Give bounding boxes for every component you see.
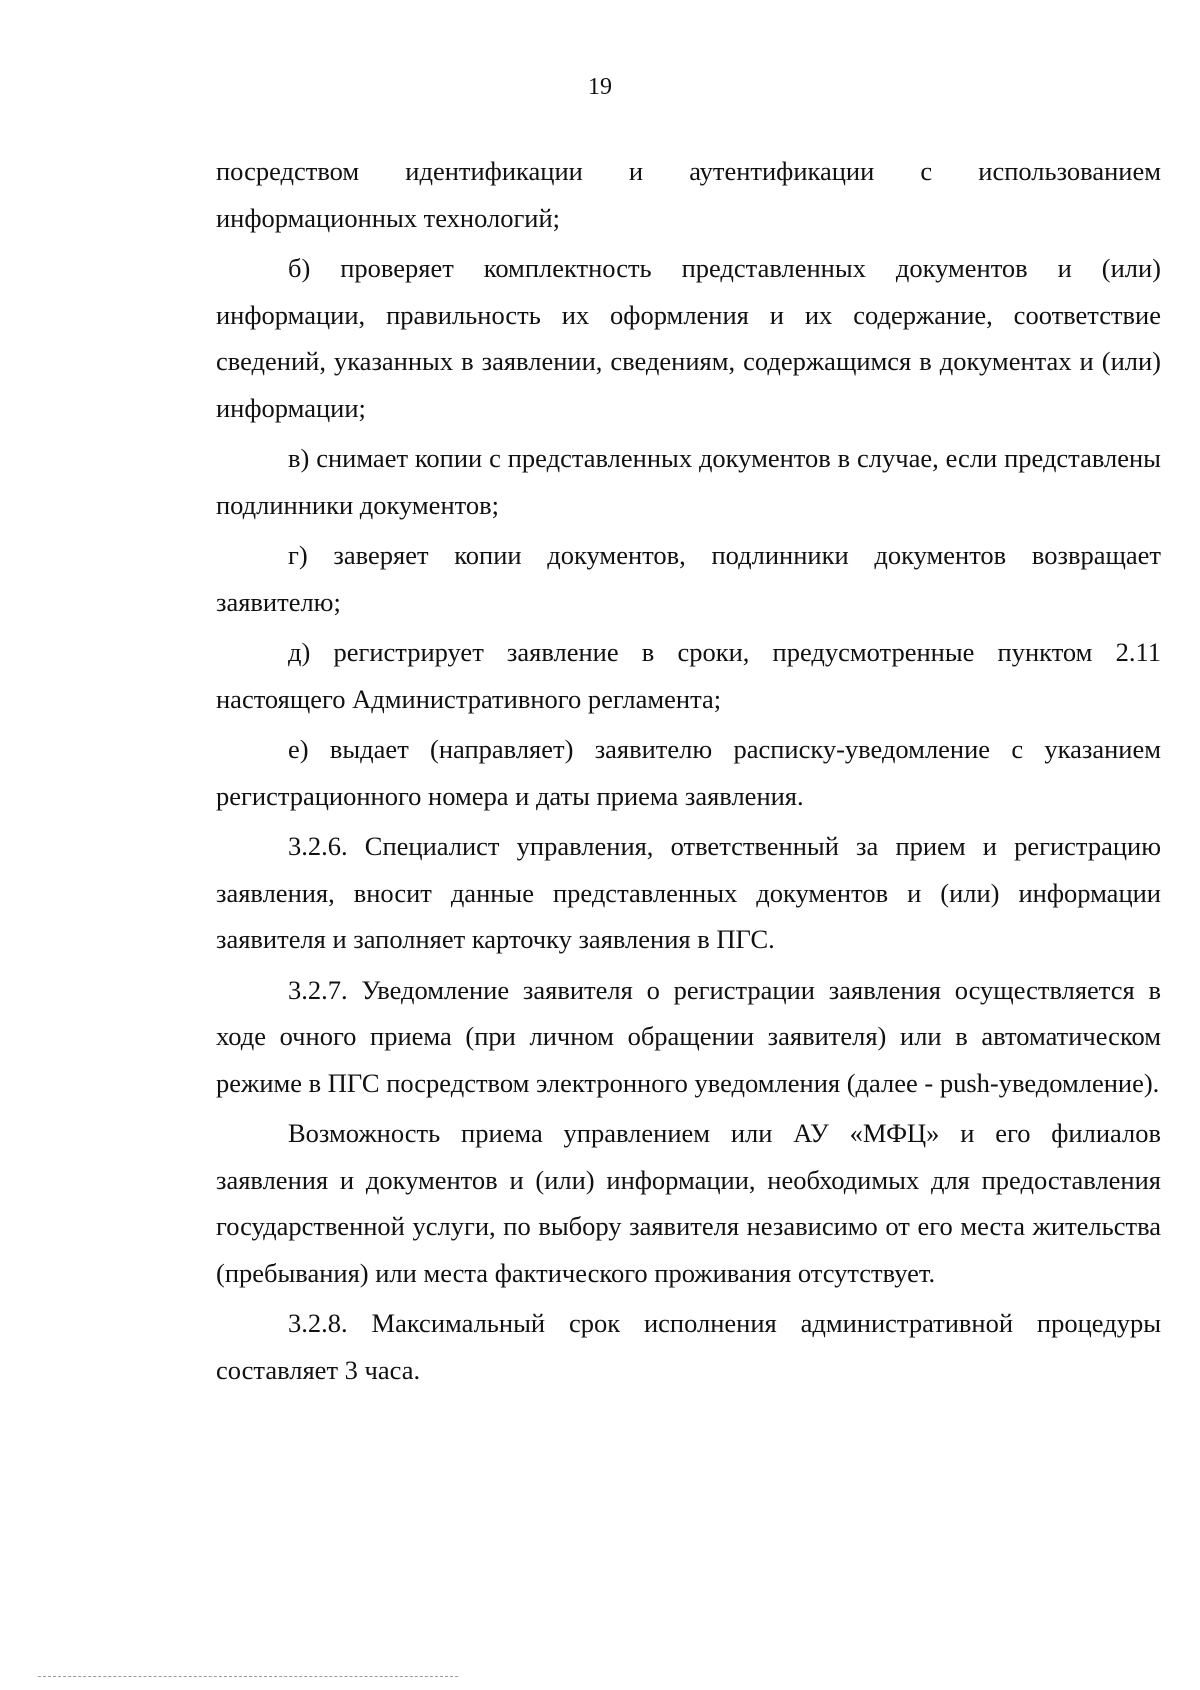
scan-edge-line [38, 1676, 458, 1677]
paragraph-item-d: д) регистрирует заявление в сроки, предусмотренные пунктом 2.11 настоящего Административного регламента; [216, 637, 1161, 714]
page-number: 19 [588, 74, 612, 100]
paragraph-possibility: Возможность приема управлением или АУ «МФЦ» и его филиалов заявления и документов и (или) информации, необходимых для предоставления государственной услуги, по выбору заявителя независимо от его места жительства (пребывания) или места фактического проживания отсутствует. [216, 1118, 1161, 1288]
document-body [216, 148, 1161, 1397]
paragraph-item-g: г) заверяет копии документов, подлинники документов возвращает заявителю; [216, 540, 1161, 617]
paragraph-3-2-7: 3.2.7. Уведомление заявителя о регистрации заявления осуществляется в ходе очного приема (при личном обращении заявителя) или в автоматическом режиме в ПГС посредством электронного уведомления (далее - push-уведомление). [216, 974, 1161, 1098]
paragraph-authentication: посредством идентификации и аутентификации с использованием информационных технологий; [216, 156, 1161, 233]
paragraph-3-2-8: 3.2.8. Максимальный срок исполнения административной процедуры составляет 3 часа. [216, 1308, 1161, 1385]
paragraph-item-e: е) выдает (направляет) заявителю расписку-уведомление с указанием регистрационного номера и даты приема заявления. [216, 734, 1161, 811]
paragraph-item-b: б) проверяет комплектность представленных документов и (или) информации, правильность их оформления и их содержание, соответствие сведений, указанных в заявлении, сведениям, содержащимся в документах и (или) информации; [216, 253, 1161, 423]
paragraph-3-2-6: 3.2.6. Специалист управления, ответственный за прием и регистрацию заявления, вносит данные представленных документов и (или) информации заявителя и заполняет карточку заявления в ПГС. [216, 831, 1161, 954]
paragraph-item-v: в) снимает копии с представленных документов в случае, если представлены подлинники документов; [216, 443, 1161, 520]
